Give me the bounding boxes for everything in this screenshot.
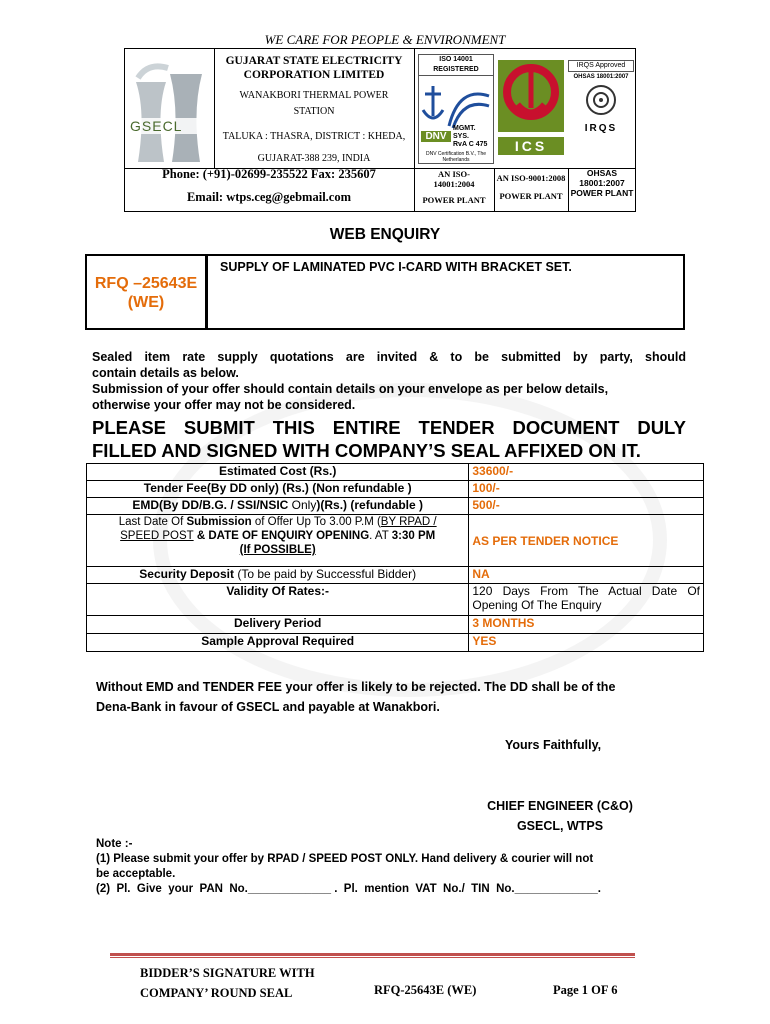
last-date-part: . AT bbox=[369, 530, 392, 542]
table-row bbox=[87, 515, 704, 567]
emd-label-part: Only bbox=[291, 498, 317, 512]
sample-approval-value: YES bbox=[469, 634, 704, 652]
submit-notice bbox=[92, 416, 686, 462]
signatory-designation: CHIEF ENGINEER (C&O) bbox=[487, 799, 633, 813]
rva-code: RvA C 475 bbox=[453, 141, 488, 148]
validity-value bbox=[469, 584, 704, 616]
sig-line2: COMPANY’ ROUND SEAL bbox=[140, 986, 293, 1000]
page-number: Page 1 OF 6 bbox=[553, 983, 618, 997]
last-date-part: BY RPAD / bbox=[380, 516, 437, 528]
address-line2: GUJARAT-388 239, INDIA bbox=[257, 153, 371, 164]
cert-iso14001 bbox=[414, 169, 494, 205]
cert-iso9001 bbox=[494, 173, 568, 201]
iso14001-logo-text: ISO 14001 REGISTERED bbox=[419, 55, 493, 76]
delivery-period-value: 3 MONTHS bbox=[469, 616, 704, 634]
last-date-value: AS PER TENDER NOTICE bbox=[469, 515, 704, 567]
cert2-line2: POWER PLANT bbox=[499, 191, 563, 201]
ics-logo-text: ICS bbox=[498, 137, 564, 155]
cert3-line1: OHSAS bbox=[586, 168, 618, 178]
table-row bbox=[87, 464, 704, 481]
tender-fee-label: Tender Fee(By DD only) (Rs.) (Non refundable ) bbox=[87, 481, 469, 498]
intro-para1-line2: contain details as below. bbox=[92, 366, 239, 380]
sample-approval-label: Sample Approval Required bbox=[87, 634, 469, 652]
emd-value: 500/- bbox=[469, 498, 704, 515]
note-block bbox=[96, 837, 690, 897]
phone-fax: Phone: (+91)-02699-235522 Fax: 235607 bbox=[162, 167, 376, 181]
dnv-logo: DNV bbox=[421, 131, 451, 142]
cert1-line1: AN ISO- bbox=[438, 169, 470, 179]
validity-label: Validity Of Rates:- bbox=[87, 584, 469, 616]
last-date-part: SPEED POST bbox=[120, 530, 194, 542]
mgmt-sys-text bbox=[453, 125, 493, 149]
submit-notice-line1: PLEASE SUBMIT THIS ENTIRE TENDER DOCUMENT DULY bbox=[92, 417, 686, 438]
validity-value-line1: 120 Days From The Actual Date Of bbox=[472, 584, 700, 598]
irqs-text: IRQS bbox=[584, 123, 618, 134]
footer-rule bbox=[110, 953, 635, 956]
intro-para2-line1: Submission of your offer should contain details on your envelope as per below details, bbox=[92, 382, 609, 396]
dnv-cert-text: DNV Certification B.V., The Netherlands bbox=[425, 151, 487, 163]
delivery-period-label: Delivery Period bbox=[87, 616, 469, 634]
org-name bbox=[214, 54, 414, 82]
table-row bbox=[87, 616, 704, 634]
warning-line2: Dena-Bank in favour of GSECL and payable at Wanakbori. bbox=[96, 700, 440, 714]
security-deposit-value: NA bbox=[469, 567, 704, 584]
irqs-ohsas: OHSAS 18001:2007 bbox=[573, 74, 629, 80]
header-motto: WE CARE FOR PEOPLE & ENVIRONMENT bbox=[264, 32, 506, 47]
footer-rfq-ref: RFQ-25643E (WE) bbox=[374, 983, 477, 997]
irqs-logo bbox=[568, 60, 634, 150]
estimated-cost-label: Estimated Cost (Rs.) bbox=[87, 464, 469, 481]
table-row bbox=[87, 634, 704, 652]
rfq-divider bbox=[205, 256, 208, 328]
page-title: WEB ENQUIRY bbox=[329, 226, 441, 243]
emd-label-part: EMD(By DD/B.G. / SSI/NSIC bbox=[132, 498, 292, 512]
intro-para2-line2: otherwise your offer may not be considered. bbox=[92, 398, 356, 412]
cert-ohsas bbox=[568, 168, 636, 198]
address-line1: TALUKA : THASRA, DISTRICT : KHEDA, bbox=[222, 131, 406, 142]
email-address: Email: wtps.ceg@gebmail.com bbox=[186, 190, 352, 204]
estimated-cost-value: 33600/- bbox=[469, 464, 704, 481]
last-date-part: 3:30 PM bbox=[391, 530, 436, 542]
sig-line1: BIDDER’S SIGNATURE WITH bbox=[140, 966, 315, 980]
cert3-line2: 18001:2007 bbox=[579, 178, 625, 188]
tender-fee-value: 100/- bbox=[469, 481, 704, 498]
last-date-part: of Offer Up To 3.00 P.M ( bbox=[251, 516, 381, 528]
submit-notice-line2: FILLED AND SIGNED WITH COMPANY’S SEAL AFFIXED ON IT. bbox=[92, 440, 641, 461]
cert1-line3: POWER PLANT bbox=[422, 195, 486, 205]
gsecl-logo bbox=[128, 52, 212, 164]
note-item2: (2) Pl. Give your PAN No._____________ . Pl. mention VAT No./ TIN No._____________. bbox=[96, 883, 601, 895]
note-item1-line1: (1) Please submit your offer by RPAD / SPEED POST ONLY. Hand delivery & courier will not bbox=[96, 853, 594, 865]
rfq-suffix: (WE) bbox=[127, 294, 165, 311]
cert2-line1: AN ISO-9001:2008 bbox=[496, 173, 566, 183]
note-item1-line2: be acceptable. bbox=[96, 868, 176, 880]
last-date-part: Last Date Of bbox=[118, 516, 187, 528]
rfq-number: RFQ –25643E bbox=[94, 275, 198, 292]
station-address bbox=[214, 126, 414, 170]
station-line2: STATION bbox=[293, 106, 335, 117]
emd-label bbox=[87, 498, 469, 515]
last-date-part: & DATE OF ENQUIRY bbox=[193, 530, 317, 542]
intro-text bbox=[92, 349, 686, 413]
security-part: (To be paid by Successful Bidder) bbox=[233, 567, 417, 581]
rfq-subject: SUPPLY OF LAMINATED PVC I-CARD WITH BRACKET SET. bbox=[220, 260, 572, 274]
warning-line1: Without EMD and TENDER FEE your offer is likely to be rejected. The DD shall be of the bbox=[96, 680, 616, 694]
rejection-warning bbox=[96, 677, 696, 717]
rfq-box bbox=[85, 254, 685, 330]
gsecl-logo-text: GSECL bbox=[130, 118, 183, 134]
signatory-org: GSECL, WTPS bbox=[516, 819, 604, 833]
bidder-signature-label bbox=[140, 963, 315, 1003]
rfq-number-block bbox=[87, 274, 205, 312]
security-part: Security Deposit bbox=[139, 567, 234, 581]
org-name-line2: CORPORATION LIMITED bbox=[243, 69, 385, 81]
table-row bbox=[87, 584, 704, 616]
table-row bbox=[87, 498, 704, 515]
station-line1: WANAKBORI THERMAL POWER bbox=[239, 90, 389, 101]
mgmt-sys: MGMT. SYS. bbox=[453, 125, 476, 140]
security-deposit-label bbox=[87, 567, 469, 584]
last-date-part: OPENING bbox=[316, 530, 370, 542]
validity-value-line2: Opening Of The Enquiry bbox=[472, 598, 602, 612]
cert3-line3: POWER PLANT bbox=[570, 188, 634, 198]
table-row bbox=[87, 481, 704, 498]
irqs-emblem-icon bbox=[581, 82, 621, 118]
emd-label-part: )(Rs.) (refundable ) bbox=[316, 498, 424, 512]
last-date-part: Submission bbox=[186, 516, 252, 528]
closing: Yours Faithfully, bbox=[505, 738, 602, 752]
ics-logo bbox=[498, 60, 564, 154]
last-date-label bbox=[87, 515, 469, 567]
station-name bbox=[214, 88, 414, 120]
iso14001-dnv-logo bbox=[418, 54, 494, 164]
tender-details-table bbox=[86, 463, 704, 652]
intro-para1-line1: Sealed item rate supply quotations are invited & to be submitted by party, should bbox=[92, 350, 686, 364]
signatory bbox=[430, 796, 690, 836]
irqs-approved: IRQS Approved bbox=[568, 60, 634, 72]
last-date-part: (If POSSIBLE) bbox=[239, 544, 316, 556]
cert1-line2: 14001:2004 bbox=[433, 179, 475, 189]
note-heading: Note :- bbox=[96, 838, 133, 850]
table-row bbox=[87, 567, 704, 584]
org-name-line1: GUJARAT STATE ELECTRICITY bbox=[225, 55, 403, 67]
footer-rule bbox=[110, 957, 635, 958]
